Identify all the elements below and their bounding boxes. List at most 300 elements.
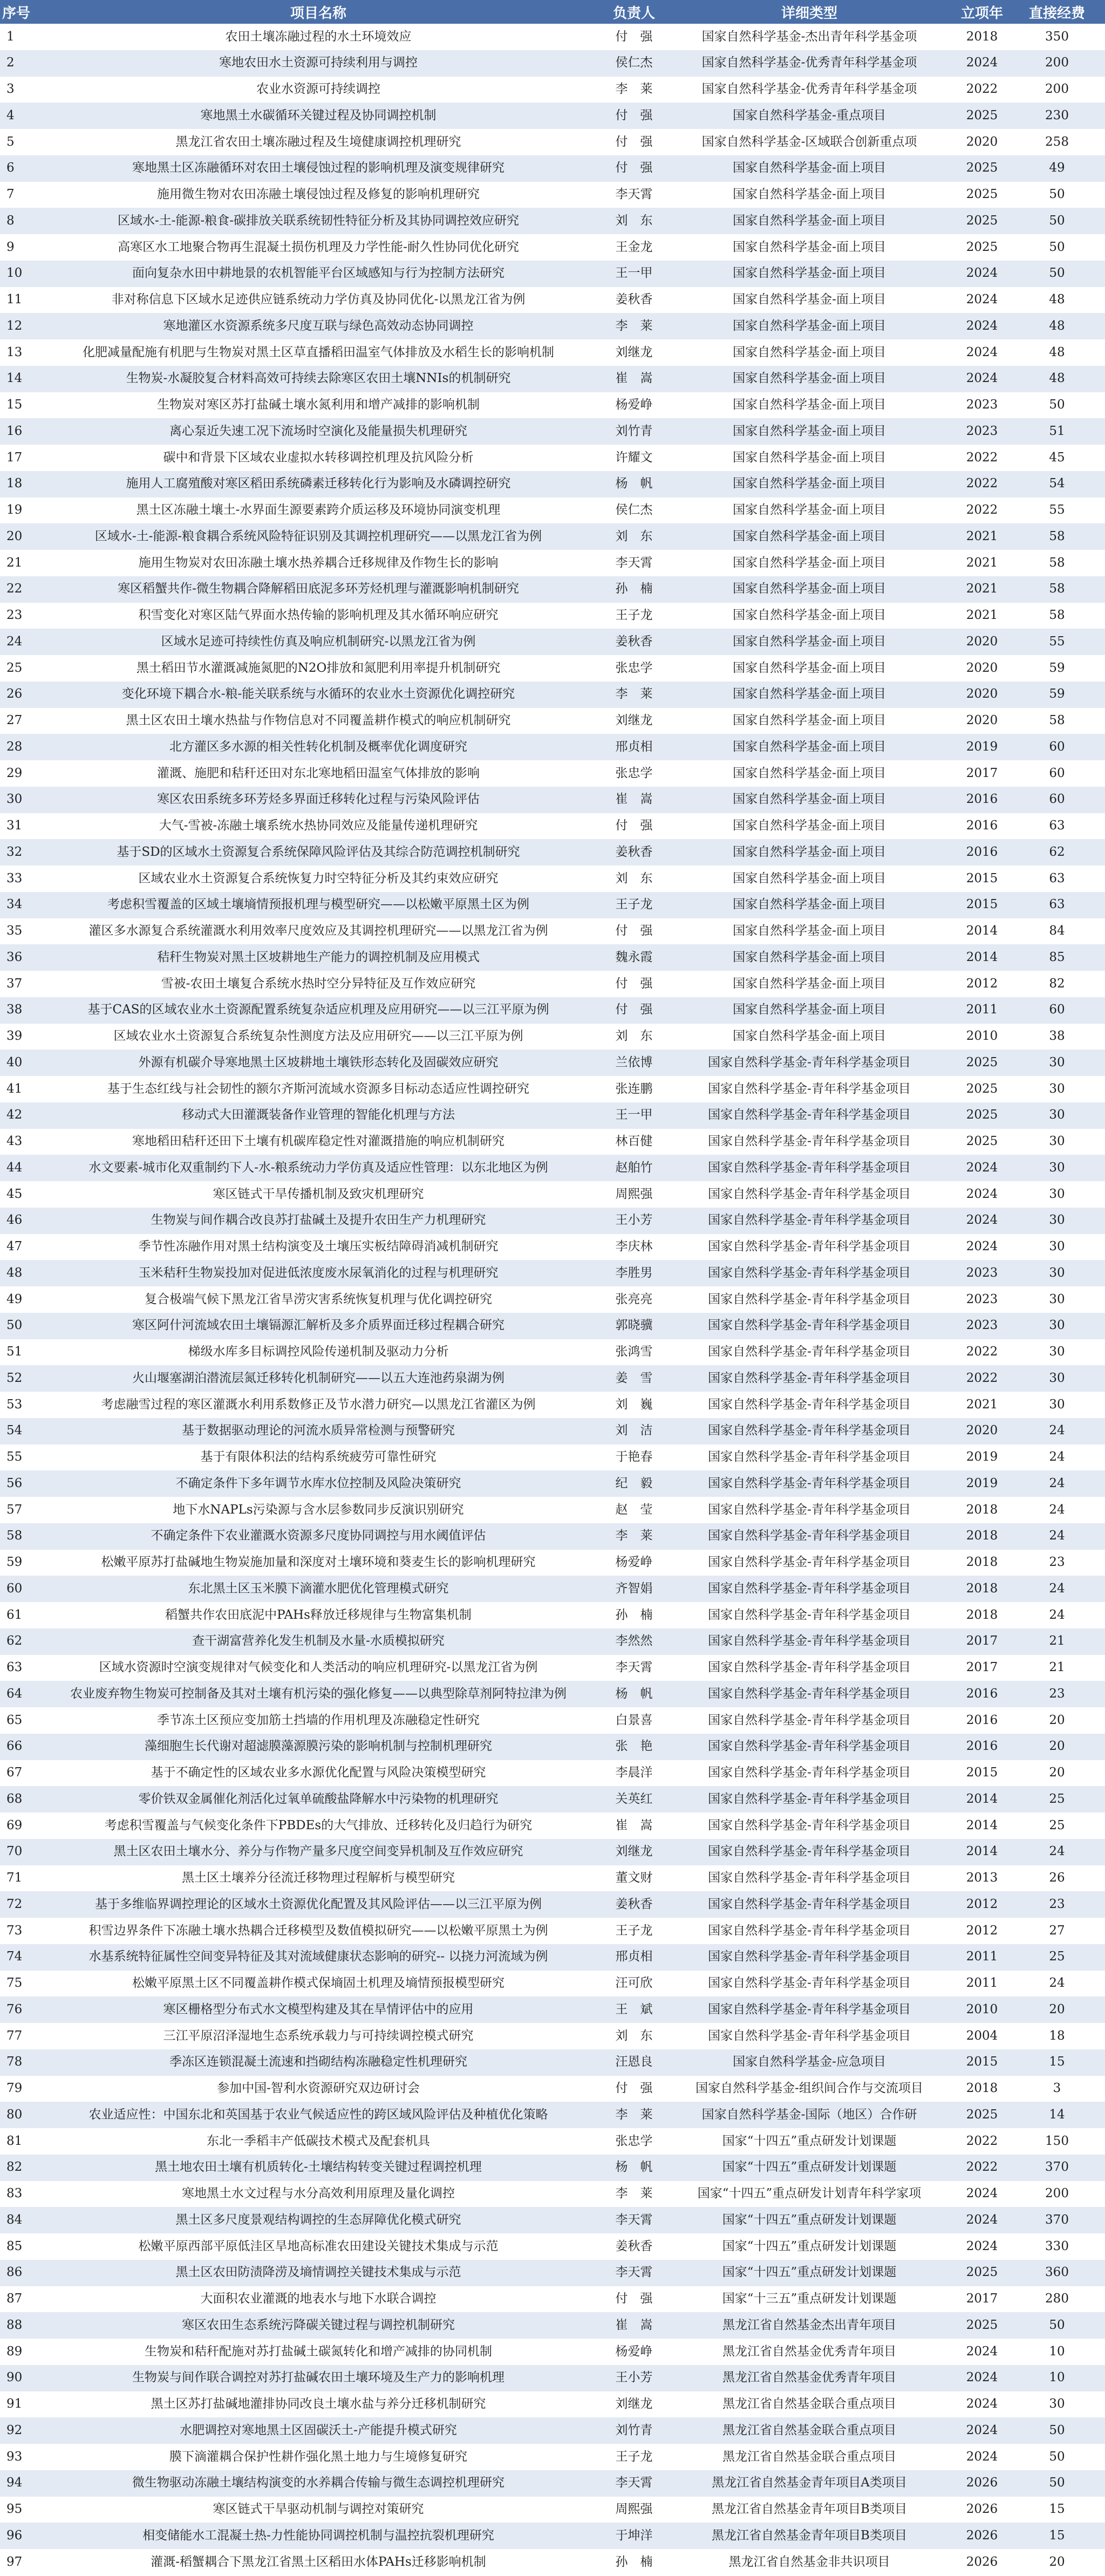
- project-name: 农业适应性：中国东北和英国基于农业气候适应性的跨区域风险评估及种植优化策略: [88, 2107, 548, 2122]
- project-leader: 付 强: [615, 29, 653, 44]
- project-type: 国家自然科学基金-面上项目: [733, 345, 886, 359]
- project-leader: 王一甲: [615, 266, 653, 281]
- project-type: 国家自然科学基金-面上项目: [733, 371, 886, 386]
- row-number: 18: [6, 476, 23, 491]
- project-type: 国家“十四五”重点研发计划青年科学家项: [697, 2186, 922, 2201]
- project-type: 黑龙江省自然基金联合重点项目: [722, 2449, 896, 2464]
- project-name: 积雪变化对寒区陆气界面水热传输的影响机理及其水循环响应研究: [138, 608, 499, 623]
- row-number: 17: [6, 450, 23, 465]
- project-name: 生物炭和秸秆配施对苏打盐碱土碳氮转化和增产减排的协同机制: [145, 2344, 492, 2359]
- table-row: [0, 1655, 1105, 1681]
- start-year: 2017: [966, 1634, 998, 1648]
- project-name: 区域农业水土资源复合系统恢复力时空特征分析及其约束效应研究: [138, 871, 499, 885]
- project-leader: 汪可欣: [615, 1976, 653, 1991]
- project-leader: 付 强: [615, 819, 653, 833]
- project-name: 黑土区苏打盐碱地灌排协同改良土壤水盐与养分迁移机制研究: [151, 2397, 486, 2411]
- project-type: 黑龙江省自然基金青年项目B类项目: [712, 2502, 907, 2517]
- direct-funding: 20: [1049, 1713, 1065, 1727]
- project-name: 稻蟹共作农田底泥中PAHs释放迁移规律与生物富集机制: [165, 1607, 472, 1622]
- project-leader: 姜秋香: [615, 844, 653, 859]
- start-year: 2024: [966, 2186, 998, 2201]
- row-number: 77: [6, 2028, 23, 2043]
- table-row: [0, 1313, 1105, 1339]
- start-year: 2015: [966, 897, 998, 912]
- project-leader: 刘继龙: [615, 345, 653, 359]
- table-row: [0, 1208, 1105, 1234]
- project-type: 国家自然科学基金-青年科学基金项目: [708, 1818, 911, 1832]
- project-leader: 王子龙: [615, 2449, 653, 2464]
- row-number: 80: [6, 2107, 23, 2122]
- project-leader: 李天霄: [615, 187, 653, 202]
- row-number: 84: [6, 2212, 23, 2227]
- start-year: 2020: [966, 1423, 998, 1438]
- project-type: 国家自然科学基金-青年科学基金项目: [708, 1766, 911, 1780]
- table-row: [0, 813, 1105, 840]
- project-leader: 孙 楠: [615, 2554, 653, 2569]
- direct-funding: 58: [1049, 529, 1065, 543]
- project-name: 东北一季稻丰产低碳技术模式及配套机具: [207, 2134, 430, 2148]
- project-leader: 王子龙: [615, 897, 653, 912]
- row-number: 57: [6, 1502, 23, 1517]
- project-type: 国家自然科学基金-面上项目: [733, 266, 886, 281]
- start-year: 2022: [966, 450, 998, 465]
- project-type: 国家自然科学基金-青年科学基金项目: [708, 1607, 911, 1622]
- project-leader: 李庆林: [615, 1239, 653, 1254]
- start-year: 2021: [966, 555, 998, 570]
- project-leader: 崔 嵩: [615, 1818, 653, 1832]
- direct-funding: 50: [1049, 187, 1065, 202]
- row-number: 58: [6, 1529, 23, 1543]
- row-number: 87: [6, 2292, 23, 2306]
- project-leader: 汪恩良: [615, 2055, 653, 2069]
- row-number: 85: [6, 2239, 23, 2253]
- start-year: 2024: [966, 1213, 998, 1228]
- project-leader: 姜秋香: [615, 292, 653, 307]
- project-leader: 于艳春: [615, 1450, 653, 1464]
- direct-funding: 38: [1049, 1029, 1065, 1044]
- start-year: 2024: [966, 1187, 998, 1201]
- table-row: [0, 2076, 1105, 2102]
- start-year: 2024: [966, 2449, 998, 2464]
- project-type: 国家自然科学基金-面上项目: [733, 1029, 886, 1044]
- project-leader: 付 强: [615, 134, 653, 149]
- direct-funding: 30: [1049, 1134, 1065, 1149]
- project-leader: 李天霄: [615, 555, 653, 570]
- table-row: [0, 918, 1105, 945]
- start-year: 2016: [966, 819, 998, 833]
- project-leader: 李 莱: [615, 2107, 653, 2122]
- project-type: 国家自然科学基金-青年科学基金项目: [708, 1450, 911, 1464]
- start-year: 2024: [966, 2397, 998, 2411]
- table-row: [0, 576, 1105, 603]
- direct-funding: 15: [1049, 2502, 1065, 2517]
- start-year: 2023: [966, 424, 998, 438]
- start-year: 2022: [966, 2160, 998, 2175]
- direct-funding: 50: [1049, 2449, 1065, 2464]
- project-name: 离心泵近失速工况下流场时空演化及能量损失机理研究: [169, 424, 467, 438]
- project-type: 国家自然科学基金-面上项目: [733, 187, 886, 202]
- project-name: 藻细胞生长代谢对超滤膜藻源膜污染的影响机制与控制机理研究: [145, 1739, 492, 1754]
- direct-funding: 60: [1049, 1003, 1065, 1017]
- direct-funding: 21: [1049, 1634, 1065, 1648]
- start-year: 2024: [966, 2212, 998, 2227]
- direct-funding: 30: [1049, 1371, 1065, 1385]
- header-leader: 负责人: [612, 5, 655, 22]
- direct-funding: 20: [1049, 2002, 1065, 2016]
- project-leader: 姜秋香: [615, 634, 653, 649]
- table-row: [0, 1734, 1105, 1760]
- direct-funding: 50: [1049, 240, 1065, 254]
- project-leader: 杨爱峥: [615, 2344, 653, 2359]
- start-year: 2024: [966, 1239, 998, 1254]
- direct-funding: 58: [1049, 555, 1065, 570]
- project-leader: 关英红: [615, 1791, 653, 1806]
- project-type: 国家自然科学基金-青年科学基金项目: [708, 1871, 911, 1885]
- direct-funding: 20: [1049, 1766, 1065, 1780]
- row-number: 49: [6, 1292, 23, 1306]
- table-row: [0, 1497, 1105, 1523]
- table-row: [0, 1550, 1105, 1576]
- project-leader: 孙 楠: [615, 1607, 653, 1622]
- project-leader: 杨 帆: [615, 1686, 653, 1701]
- table-row: [0, 1760, 1105, 1787]
- project-name: 北方灌区多水源的相关性转化机制及概率优化调度研究: [169, 739, 467, 754]
- row-number: 3: [6, 82, 15, 97]
- direct-funding: 45: [1049, 450, 1065, 465]
- project-type: 国家自然科学基金-面上项目: [733, 976, 886, 991]
- project-type: 国家自然科学基金-青年科学基金项目: [708, 1739, 911, 1754]
- start-year: 2024: [966, 371, 998, 386]
- project-name: 相变储能水工混凝土热-力性能协同调控机制与温控抗裂机理研究: [142, 2528, 494, 2543]
- row-number: 39: [6, 1029, 23, 1044]
- project-name: 松嫩平原黑土区不同覆盖耕作模式保墒固土机理及墒情预报模型研究: [132, 1976, 504, 1991]
- direct-funding: 60: [1049, 739, 1065, 754]
- row-number: 10: [6, 266, 23, 281]
- direct-funding: 55: [1049, 503, 1065, 517]
- table-row: [0, 77, 1105, 103]
- start-year: 2017: [966, 766, 998, 780]
- row-number: 2: [6, 56, 15, 70]
- project-name: 灌溉、施肥和秸秆还田对东北寒地稻田温室气体排放的影响: [157, 766, 480, 780]
- project-type: 国家“十四五”重点研发计划课题: [722, 2239, 897, 2253]
- table-row: [0, 1024, 1105, 1050]
- start-year: 2014: [966, 950, 998, 964]
- row-number: 48: [6, 1265, 23, 1280]
- project-name: 基于SD的区域水土资源复合系统保障风险评估及其综合防范调控机制研究: [117, 844, 520, 859]
- table-row: [0, 498, 1105, 524]
- project-name: 零价铁双金属催化剂活化过氧单硫酸盐降解水中污染物的机理研究: [138, 1791, 499, 1806]
- project-type: 国家自然科学基金-面上项目: [733, 660, 886, 675]
- start-year: 2023: [966, 1318, 998, 1333]
- table-row: [0, 1996, 1105, 2023]
- project-name: 农业水资源可持续调控: [256, 82, 380, 97]
- direct-funding: 24: [1049, 1844, 1065, 1859]
- project-name: 基于多维临界调控理论的区域水土资源优化配置及其风险评估——以三江平原为例: [95, 1897, 542, 1911]
- start-year: 2017: [966, 2292, 998, 2306]
- project-name: 寒区农田系统多环芳烃多界面迁移转化过程与污染风险评估: [157, 792, 480, 807]
- project-type: 国家自然科学基金-面上项目: [733, 476, 886, 491]
- project-name: 生物炭对寒区苏打盐碱土壤水氮利用和增产减排的影响机制: [157, 398, 480, 412]
- table-row: [0, 418, 1105, 445]
- table-row: [0, 1681, 1105, 1707]
- table-row: [0, 1971, 1105, 1997]
- direct-funding: 62: [1049, 844, 1065, 859]
- direct-funding: 18: [1049, 2028, 1065, 2043]
- row-number: 64: [6, 1686, 23, 1701]
- project-name: 黑土区农田土壤水分、养分与作物产量多尺度空间变异机制及互作效应研究: [113, 1844, 523, 1859]
- table-row: [0, 155, 1105, 182]
- direct-funding: 60: [1049, 766, 1065, 780]
- table-row: [0, 2102, 1105, 2128]
- direct-funding: 30: [1049, 1055, 1065, 1069]
- project-leader: 杨爱峥: [615, 1555, 653, 1570]
- project-leader: 张亮亮: [615, 1292, 653, 1306]
- row-number: 7: [6, 187, 15, 202]
- project-leader: 王子龙: [615, 608, 653, 623]
- start-year: 2004: [966, 2028, 998, 2043]
- table-row: [0, 682, 1105, 708]
- project-type: 国家自然科学基金-面上项目: [733, 924, 886, 938]
- project-type: 国家自然科学基金-青年科学基金项目: [708, 1581, 911, 1596]
- project-name: 水文要素-城市化双重制约下人-水-粮系统动力学仿真及适应性管理：以东北地区为例: [88, 1160, 548, 1175]
- project-type: 国家自然科学基金-青年科学基金项目: [708, 1423, 911, 1438]
- project-name: 季节冻土区预应变加筋土挡墙的作用机理及冻融稳定性研究: [157, 1713, 480, 1727]
- project-leader: 周熙强: [615, 1187, 653, 1201]
- project-type: 国家自然科学基金-面上项目: [733, 871, 886, 885]
- row-number: 72: [6, 1897, 23, 1911]
- project-leader: 刘 巍: [615, 1397, 653, 1412]
- table-body: [0, 24, 1105, 2575]
- project-leader: 付 强: [615, 1003, 653, 1017]
- start-year: 2025: [966, 161, 998, 175]
- project-leader: 张 艳: [615, 1739, 653, 1754]
- direct-funding: 200: [1045, 82, 1069, 97]
- project-leader: 刘竹青: [615, 424, 653, 438]
- project-type: 国家自然科学基金-青年科学基金项目: [708, 1160, 911, 1175]
- row-number: 31: [6, 819, 23, 833]
- row-number: 75: [6, 1976, 23, 1991]
- row-number: 61: [6, 1607, 23, 1622]
- project-type: 国家自然科学基金-青年科学基金项目: [708, 1134, 911, 1149]
- row-number: 36: [6, 950, 23, 964]
- project-type: 国家自然科学基金-面上项目: [733, 398, 886, 412]
- table-row: [0, 2023, 1105, 2049]
- project-name: 考虑融雪过程的寒区灌溉水利用系数修正及节水潜力研究—以黑龙江省灌区为例: [101, 1397, 536, 1412]
- start-year: 2020: [966, 634, 998, 649]
- row-number: 25: [6, 660, 23, 675]
- project-type: 国家自然科学基金-面上项目: [733, 240, 886, 254]
- row-number: 71: [6, 1871, 23, 1885]
- table-row: [0, 445, 1105, 471]
- direct-funding: 84: [1049, 924, 1065, 938]
- row-number: 83: [6, 2186, 23, 2201]
- project-name: 不确定条件下农业灌溉水资源多尺度协同调控与用水阈值评估: [151, 1529, 486, 1543]
- start-year: 2023: [966, 1265, 998, 1280]
- start-year: 2015: [966, 2055, 998, 2069]
- project-type: 国家“十四五”重点研发计划课题: [722, 2134, 897, 2148]
- start-year: 2024: [966, 266, 998, 281]
- start-year: 2016: [966, 792, 998, 807]
- start-year: 2023: [966, 398, 998, 412]
- direct-funding: 58: [1049, 582, 1065, 596]
- project-name: 东北黑土区玉米膜下滴灌水肥优化管理模式研究: [188, 1581, 449, 1596]
- start-year: 2019: [966, 739, 998, 754]
- project-name: 寒区阿什河流域农田土壤镉源汇解析及多介质界面迁移过程耦合研究: [132, 1318, 504, 1333]
- project-leader: 兰依博: [615, 1055, 653, 1069]
- start-year: 2025: [966, 1055, 998, 1069]
- project-name: 考虑积雪覆盖与气候变化条件下PBDEs的大气排放、迁移转化及归趋行为研究: [104, 1818, 533, 1832]
- start-year: 2022: [966, 82, 998, 97]
- table-row: [0, 866, 1105, 892]
- table-row: [0, 1260, 1105, 1286]
- direct-funding: 30: [1049, 1239, 1065, 1254]
- project-leader: 张鸿雪: [615, 1345, 653, 1359]
- project-type: 国家自然科学基金-面上项目: [733, 555, 886, 570]
- project-name: 区域水资源时空演变规律对气候变化和人类活动的响应机理研究-以黑龙江省为例: [99, 1660, 538, 1675]
- project-name: 农业废弃物生物炭可控制备及其对土壤有机污染的强化修复——以典型除草剂阿特拉津为例: [70, 1686, 567, 1701]
- table-row: [0, 50, 1105, 77]
- project-leader: 李天霄: [615, 2212, 653, 2227]
- direct-funding: 10: [1049, 2344, 1065, 2359]
- project-type: 国家自然科学基金-青年科学基金项目: [708, 1791, 911, 1806]
- row-number: 40: [6, 1055, 23, 1069]
- table-row: [0, 1418, 1105, 1444]
- project-leader: 董文财: [615, 1871, 653, 1885]
- project-type: 国家自然科学基金-杰出青年科学基金项: [701, 29, 917, 44]
- table-row: [0, 129, 1105, 155]
- table-row: [0, 2365, 1105, 2391]
- table-row: [0, 313, 1105, 339]
- direct-funding: 200: [1045, 2186, 1069, 2201]
- row-number: 52: [6, 1371, 23, 1385]
- start-year: 2020: [966, 134, 998, 149]
- project-name: 寒区稻蟹共作-微生物耦合降解稻田底泥多环芳烃机理与灌溉影响机制研究: [118, 582, 519, 596]
- table-row: [0, 2049, 1105, 2076]
- project-type: 国家自然科学基金-青年科学基金项目: [708, 1923, 911, 1938]
- table-row: [0, 208, 1105, 234]
- project-type: 国家自然科学基金-面上项目: [733, 687, 886, 701]
- project-name: 寒地黑土区冻融循环对农田土壤侵蚀过程的影响机理及演变规律研究: [132, 161, 504, 175]
- project-type: 国家自然科学基金-青年科学基金项目: [708, 1976, 911, 1991]
- project-leader: 付 强: [615, 924, 653, 938]
- direct-funding: 48: [1049, 371, 1065, 386]
- project-type: 国家自然科学基金-青年科学基金项目: [708, 1713, 911, 1727]
- row-number: 68: [6, 1791, 23, 1806]
- project-leader: 赵 莹: [615, 1502, 653, 1517]
- project-type: 国家自然科学基金-优秀青年科学基金项: [701, 56, 917, 70]
- direct-funding: 50: [1049, 2318, 1065, 2332]
- project-name: 基于CAS的区域农业水土资源配置系统复杂适应机理及应用研究——以三江平原为例: [87, 1003, 549, 1017]
- table-row: [0, 1234, 1105, 1260]
- direct-funding: 26: [1049, 1871, 1065, 1885]
- project-type: 国家自然科学基金-面上项目: [733, 897, 886, 912]
- row-number: 88: [6, 2318, 23, 2332]
- table-row: [0, 1786, 1105, 1812]
- project-name: 灌溉-稻蟹耦合下黑龙江省黑土区稻田水体PAHs迁移影响机制: [151, 2554, 486, 2569]
- table-row: [0, 392, 1105, 419]
- table-row: [0, 1865, 1105, 1892]
- start-year: 2018: [966, 1607, 998, 1622]
- project-leader: 张忠学: [615, 2134, 653, 2148]
- direct-funding: 30: [1049, 1187, 1065, 1201]
- direct-funding: 58: [1049, 713, 1065, 728]
- row-number: 95: [6, 2502, 23, 2517]
- project-type: 国家自然科学基金-青年科学基金项目: [708, 1397, 911, 1412]
- row-number: 50: [6, 1318, 23, 1333]
- start-year: 2024: [966, 292, 998, 307]
- start-year: 2021: [966, 1397, 998, 1412]
- row-number: 1: [6, 29, 15, 44]
- direct-funding: 15: [1049, 2528, 1065, 2543]
- table-row: [0, 1444, 1105, 1471]
- project-leader: 姜秋香: [615, 2239, 653, 2253]
- project-type: 国家自然科学基金-青年科学基金项目: [708, 1213, 911, 1228]
- project-name: 化肥减量配施有机肥与生物炭对黑土区草直播稻田温室气体排放及水稻生长的影响机制: [83, 345, 554, 359]
- header-project-name: 项目名称: [290, 5, 346, 22]
- project-leader: 崔 嵩: [615, 2318, 653, 2332]
- start-year: 2017: [966, 1660, 998, 1675]
- project-type: 国家自然科学基金-面上项目: [733, 819, 886, 833]
- project-leader: 王一甲: [615, 1108, 653, 1122]
- direct-funding: 24: [1049, 1581, 1065, 1596]
- header-no: 序号: [2, 5, 31, 22]
- start-year: 2025: [966, 2107, 998, 2122]
- header-row: [0, 0, 1105, 24]
- project-leader: 付 强: [615, 108, 653, 122]
- project-type: 国家自然科学基金-面上项目: [733, 844, 886, 859]
- direct-funding: 20: [1049, 1739, 1065, 1754]
- start-year: 2021: [966, 582, 998, 596]
- start-year: 2023: [966, 1292, 998, 1306]
- start-year: 2010: [966, 2002, 998, 2016]
- start-year: 2025: [966, 2318, 998, 2332]
- project-type: 国家自然科学基金-面上项目: [733, 424, 886, 438]
- table-row: [0, 629, 1105, 655]
- project-name: 黑土区农田防渍降涝及墒情调控关键技术集成与示范: [175, 2265, 461, 2280]
- project-type: 国家自然科学基金-青年科学基金项目: [708, 1529, 911, 1543]
- project-leader: 李然然: [615, 1634, 653, 1648]
- start-year: 2018: [966, 1581, 998, 1596]
- direct-funding: 30: [1049, 1265, 1065, 1280]
- project-name: 寒区农田生态系统污降碳关键过程与调控机制研究: [182, 2318, 455, 2332]
- project-leader: 李 莱: [615, 1529, 653, 1543]
- project-leader: 侯仁杰: [615, 56, 653, 70]
- row-number: 23: [6, 608, 23, 623]
- project-name: 施用微生物对农田冻融土壤侵蚀过程及修复的影响机理研究: [157, 187, 480, 202]
- project-leader: 纪 毅: [615, 1476, 653, 1490]
- row-number: 11: [6, 292, 23, 307]
- table-row: [0, 261, 1105, 287]
- table-row: [0, 366, 1105, 392]
- row-number: 45: [6, 1187, 23, 1201]
- direct-funding: 85: [1049, 950, 1065, 964]
- direct-funding: 23: [1049, 1555, 1065, 1570]
- table-row: [0, 2207, 1105, 2233]
- table-row: [0, 550, 1105, 576]
- direct-funding: 54: [1049, 476, 1065, 491]
- start-year: 2014: [966, 1818, 998, 1832]
- project-type: 国家自然科学基金-面上项目: [733, 766, 886, 780]
- row-number: 5: [6, 134, 15, 149]
- project-leader: 王金龙: [615, 240, 653, 254]
- table-row: [0, 1812, 1105, 1839]
- start-year: 2018: [966, 29, 998, 44]
- project-name: 区域农业水土资源复合系统复杂性测度方法及应用研究——以三江平原为例: [113, 1029, 523, 1044]
- project-leader: 齐智娟: [615, 1581, 653, 1596]
- row-number: 63: [6, 1660, 23, 1675]
- row-number: 13: [6, 345, 23, 359]
- row-number: 46: [6, 1213, 23, 1228]
